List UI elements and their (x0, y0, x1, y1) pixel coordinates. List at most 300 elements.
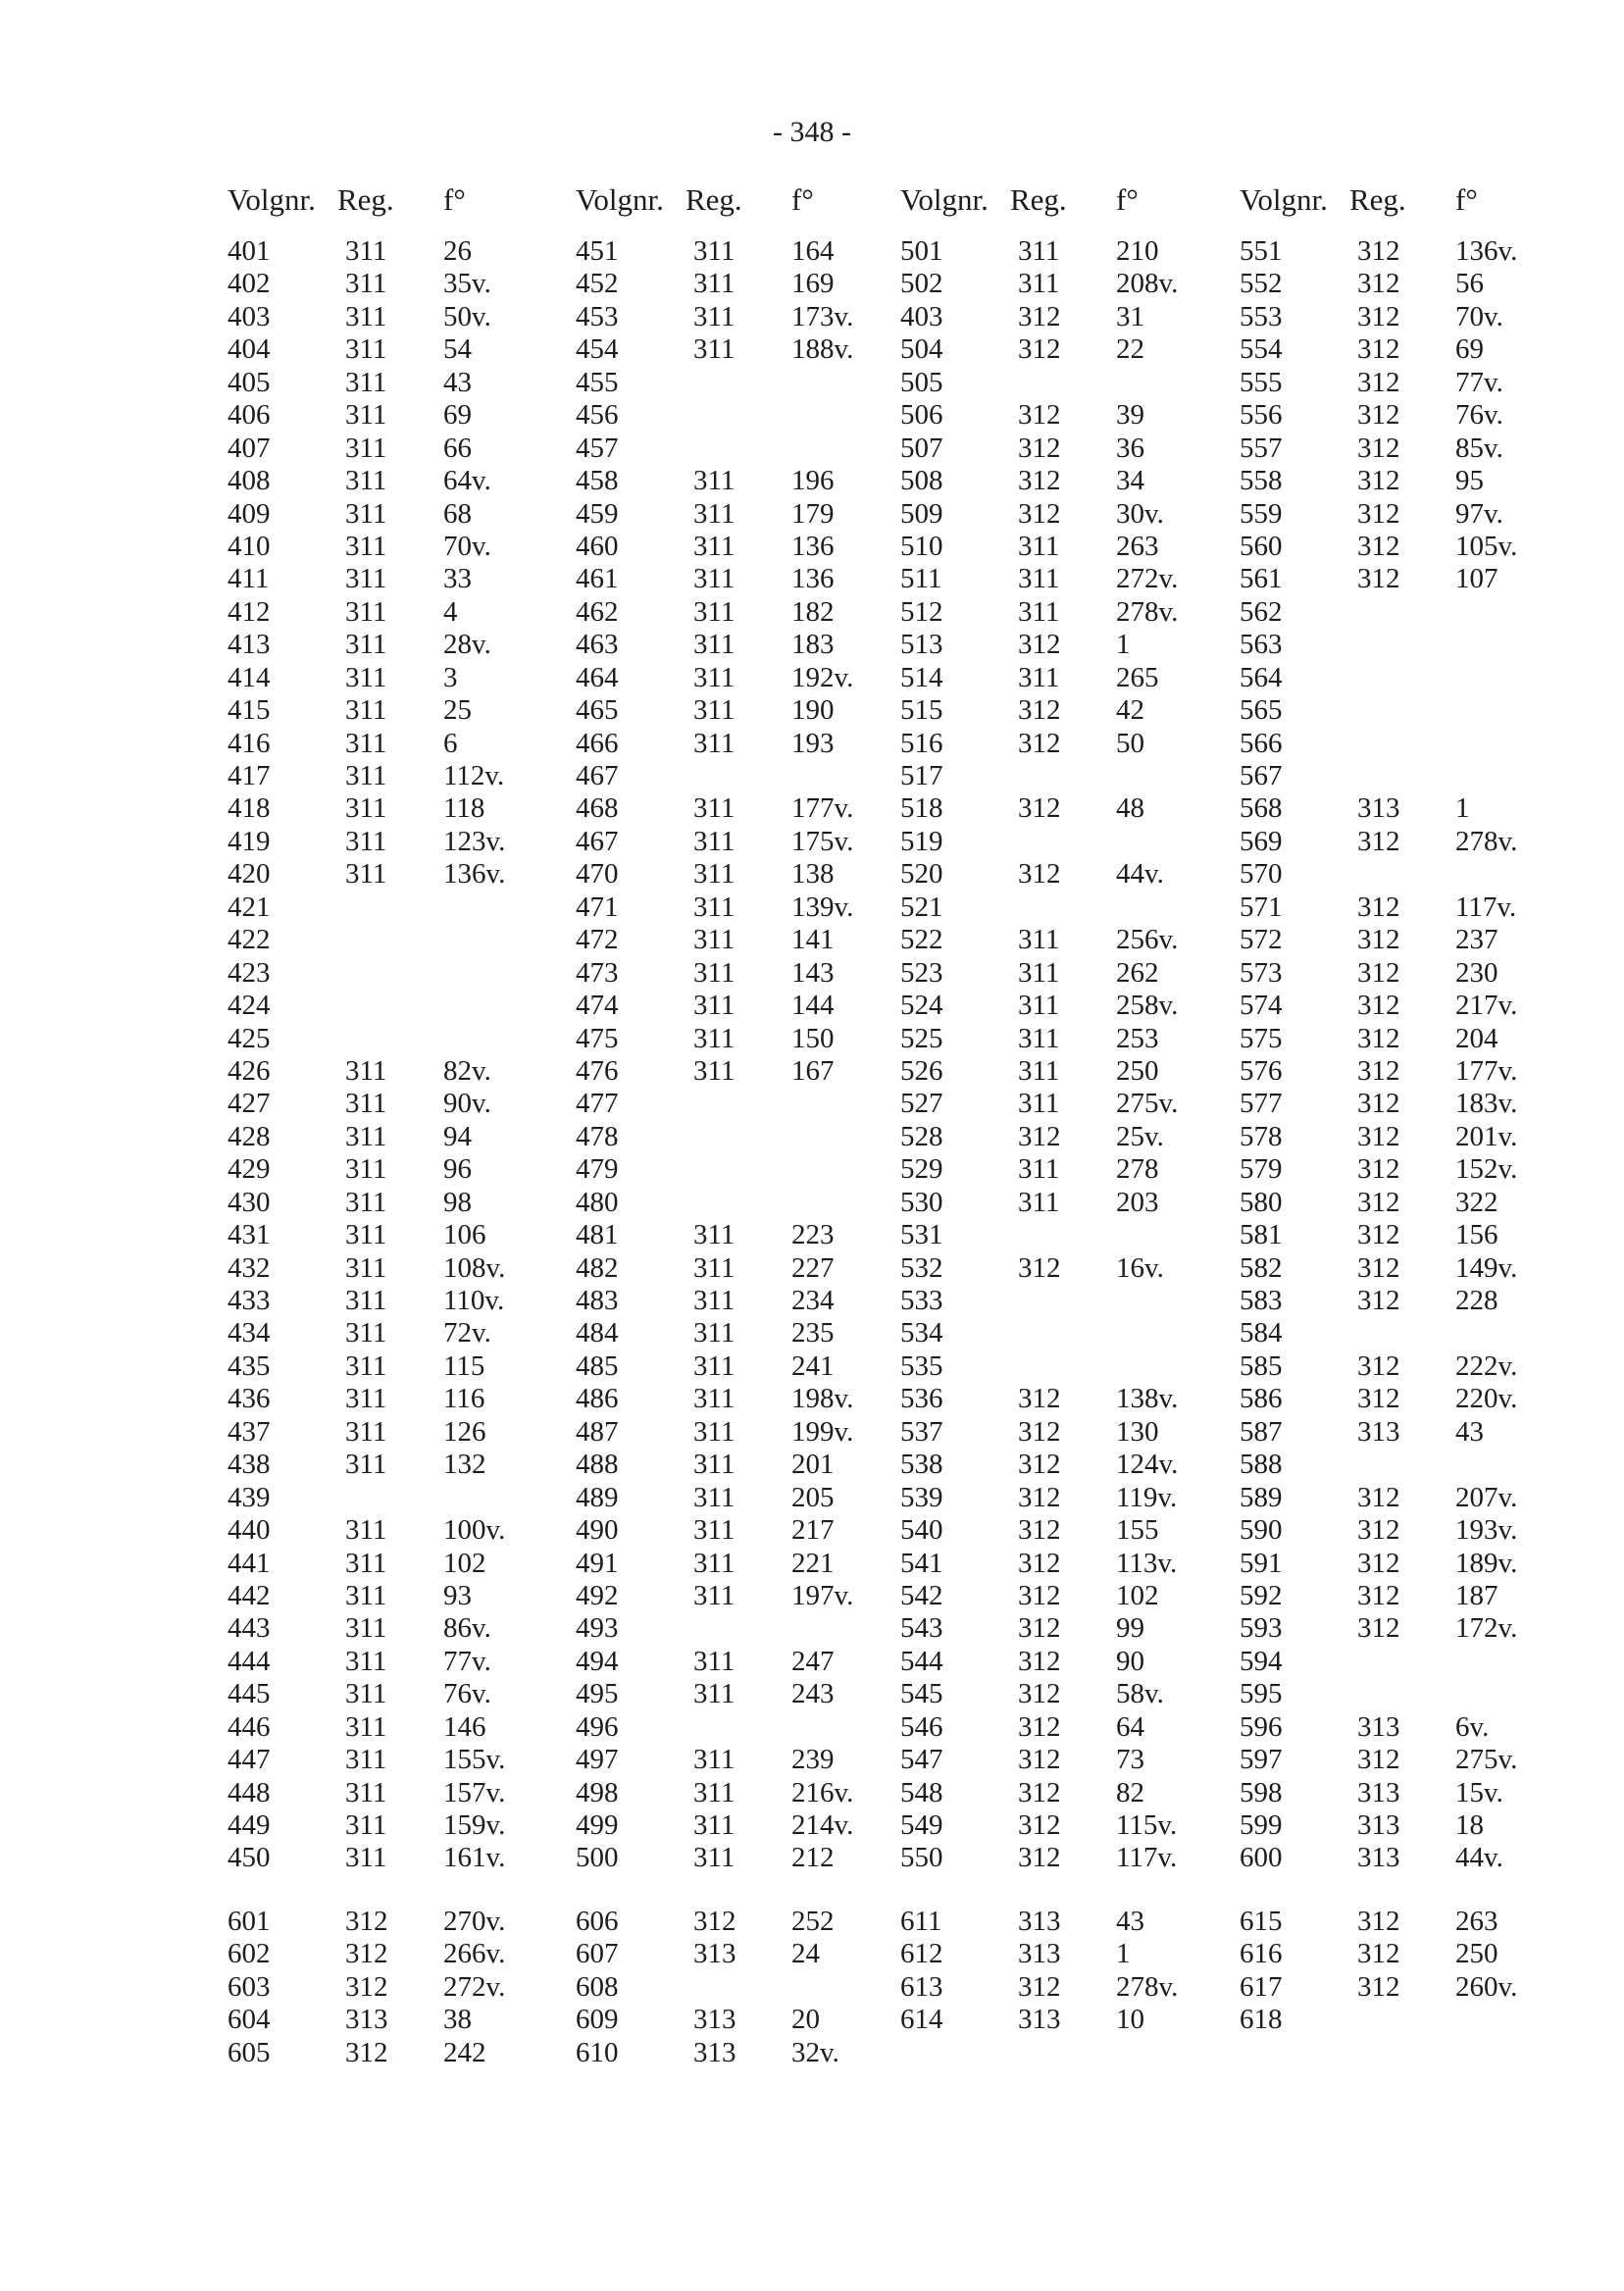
table-row (228, 301, 522, 333)
cell-volgnr: 614 (900, 2004, 943, 2036)
cell-volgnr: 445 (228, 1678, 271, 1710)
cell-volgnr: 548 (900, 1776, 943, 1808)
table-rows (900, 235, 1194, 1875)
cell-volgnr: 438 (228, 1449, 271, 1481)
table-row (228, 1317, 522, 1349)
table-row (228, 399, 522, 432)
cell-volgnr: 471 (576, 891, 619, 923)
table-row (576, 1449, 870, 1481)
header-folio: f° (791, 182, 814, 217)
cell-reg: 312 (1018, 1120, 1061, 1152)
cell-reg: 312 (345, 1938, 388, 1970)
cell-volgnr: 505 (900, 366, 943, 398)
cell-volgnr: 604 (228, 2004, 271, 2036)
cell-reg: 311 (345, 1120, 387, 1152)
cell-volgnr: 608 (576, 1970, 619, 2003)
cell-volgnr: 514 (900, 661, 943, 693)
table-row (576, 1482, 870, 1514)
cell-reg: 312 (1357, 1251, 1400, 1284)
cell-volgnr: 578 (1240, 1120, 1283, 1152)
cell-volgnr: 470 (576, 858, 619, 891)
cell-volgnr: 599 (1240, 1809, 1283, 1841)
header-folio: f° (1455, 182, 1478, 217)
table-row (1240, 1842, 1534, 1874)
cell-volgnr: 458 (576, 465, 619, 497)
header-volgnr: Volgnr. (1240, 182, 1328, 217)
cell-reg: 311 (345, 1251, 387, 1284)
cell-volgnr: 499 (576, 1809, 619, 1841)
cell-volgnr: 566 (1240, 727, 1283, 759)
cell-reg: 312 (693, 1906, 736, 1937)
table-row (900, 2004, 1194, 2036)
cell-folio: 278v. (1116, 1970, 1179, 2003)
cell-reg: 311 (345, 858, 387, 891)
cell-reg: 311 (693, 1285, 736, 1316)
cell-reg: 311 (345, 1186, 387, 1218)
table-row (900, 858, 1194, 891)
cell-reg: 311 (345, 1514, 387, 1547)
cell-reg: 312 (1018, 465, 1061, 497)
cell-reg: 311 (693, 497, 736, 530)
cell-volgnr: 490 (576, 1514, 619, 1547)
cell-folio: 30v. (1116, 497, 1164, 530)
cell-reg: 311 (1018, 268, 1060, 300)
cell-volgnr: 444 (228, 1645, 271, 1677)
cell-volgnr: 601 (228, 1906, 271, 1937)
cell-folio: 1 (1116, 1938, 1131, 1970)
table-rows (1240, 235, 1534, 1875)
cell-volgnr: 534 (900, 1317, 943, 1349)
cell-folio: 167 (791, 1054, 835, 1087)
cell-reg: 312 (1018, 300, 1061, 332)
cell-folio: 20 (791, 2004, 820, 2036)
cell-reg: 313 (693, 2004, 736, 2036)
table-row (900, 1317, 1194, 1349)
cell-reg: 312 (1357, 1219, 1400, 1251)
table-row (228, 1678, 522, 1710)
cell-reg: 311 (693, 1645, 736, 1677)
cell-volgnr: 555 (1240, 366, 1283, 398)
cell-folio: 25 (443, 694, 472, 727)
cell-reg: 311 (1018, 235, 1060, 267)
cell-reg: 311 (345, 399, 387, 432)
cell-volgnr: 550 (900, 1842, 943, 1874)
table-row (900, 1906, 1194, 1938)
table-row (1240, 399, 1534, 432)
cell-folio: 138v. (1116, 1383, 1179, 1415)
cell-folio: 90v. (443, 1088, 491, 1120)
table-row (576, 1350, 870, 1383)
cell-folio: 43 (1116, 1906, 1144, 1937)
cell-volgnr: 593 (1240, 1612, 1283, 1645)
table-row (900, 1383, 1194, 1415)
cell-reg: 312 (1018, 1809, 1061, 1841)
table-row (900, 1548, 1194, 1580)
cell-folio: 136v. (1455, 235, 1518, 267)
cell-volgnr: 435 (228, 1349, 271, 1382)
cell-folio: 112v. (443, 760, 505, 791)
table-row (228, 694, 522, 727)
table-row (228, 1744, 522, 1776)
cell-reg: 312 (1018, 1383, 1061, 1415)
cell-reg: 312 (1018, 1251, 1061, 1284)
cell-folio: 192v. (791, 661, 854, 693)
table-row (1240, 1711, 1534, 1744)
cell-volgnr: 453 (576, 300, 619, 332)
cell-volgnr: 495 (576, 1678, 619, 1710)
cell-reg: 313 (1357, 1776, 1400, 1808)
cell-volgnr: 559 (1240, 497, 1283, 530)
table-row (228, 792, 522, 825)
cell-reg: 311 (345, 432, 387, 464)
cell-folio: 82v. (443, 1054, 491, 1087)
cell-reg: 313 (1357, 1842, 1400, 1874)
table-row (228, 333, 522, 366)
cell-folio: 217 (791, 1514, 835, 1547)
cell-reg: 312 (1357, 1744, 1400, 1776)
cell-volgnr: 413 (228, 629, 271, 661)
cell-folio: 31 (1116, 300, 1144, 332)
cell-folio: 115v. (1116, 1809, 1178, 1841)
cell-reg: 311 (1018, 956, 1060, 989)
cell-folio: 99 (1116, 1612, 1144, 1645)
table-row (576, 728, 870, 760)
cell-volgnr: 475 (576, 1022, 619, 1054)
table-row (576, 1580, 870, 1612)
cell-volgnr: 556 (1240, 399, 1283, 432)
table-row (1240, 367, 1534, 399)
cell-folio: 126 (443, 1415, 486, 1448)
cell-volgnr: 428 (228, 1120, 271, 1152)
cell-folio: 146 (443, 1710, 486, 1743)
cell-reg: 312 (1018, 792, 1061, 825)
table-row (1240, 924, 1534, 956)
cell-volgnr: 450 (228, 1842, 271, 1874)
cell-volgnr: 473 (576, 956, 619, 989)
table-row (900, 596, 1194, 629)
table-row (576, 1317, 870, 1349)
cell-volgnr: 520 (900, 858, 943, 891)
cell-volgnr: 404 (228, 333, 271, 366)
cell-reg: 312 (1357, 1285, 1400, 1316)
cell-folio: 275v. (1116, 1088, 1179, 1120)
cell-folio: 18 (1455, 1809, 1484, 1841)
cell-reg: 311 (693, 1219, 736, 1251)
table-row (1240, 268, 1534, 300)
cell-volgnr: 529 (900, 1153, 943, 1186)
cell-volgnr: 526 (900, 1054, 943, 1087)
table-row (1240, 596, 1534, 629)
cell-folio: 118 (443, 792, 485, 825)
header-reg: Reg. (685, 182, 742, 217)
cell-reg: 311 (345, 760, 387, 791)
cell-volgnr: 508 (900, 465, 943, 497)
cell-reg: 311 (345, 595, 387, 628)
table-row (1240, 1449, 1534, 1481)
table-row (900, 1842, 1194, 1874)
cell-folio: 44v. (1455, 1842, 1503, 1874)
cell-volgnr: 598 (1240, 1776, 1283, 1808)
cell-reg: 311 (1018, 530, 1060, 562)
cell-volgnr: 591 (1240, 1547, 1283, 1579)
table-row (1240, 1744, 1534, 1776)
cell-reg: 311 (345, 1612, 387, 1645)
cell-folio: 1 (1116, 629, 1131, 661)
cell-reg: 311 (345, 1317, 387, 1349)
header-volgnr: Volgnr. (228, 182, 316, 217)
cell-folio: 197v. (791, 1579, 854, 1611)
cell-volgnr: 590 (1240, 1514, 1283, 1547)
cell-folio: 136 (791, 563, 835, 595)
table-row (228, 531, 522, 563)
header-reg: Reg. (337, 182, 394, 217)
table-row (900, 1285, 1194, 1317)
cell-reg: 311 (345, 825, 387, 857)
cell-folio: 157v. (443, 1776, 506, 1808)
cell-folio: 35v. (443, 268, 491, 300)
cell-reg: 311 (693, 595, 736, 628)
cell-reg: 311 (345, 465, 387, 497)
cell-folio: 260v. (1455, 1970, 1518, 2003)
table-row (228, 1842, 522, 1874)
table-row (1240, 1219, 1534, 1251)
cell-folio: 250 (1116, 1054, 1159, 1087)
cell-folio: 105v. (1455, 530, 1518, 562)
cell-reg: 311 (345, 530, 387, 562)
cell-reg: 312 (1357, 497, 1400, 530)
cell-folio: 58v. (1116, 1678, 1164, 1710)
table-row (1240, 531, 1534, 563)
cell-folio: 234 (791, 1285, 835, 1316)
cell-folio: 124v. (1116, 1449, 1179, 1481)
table-row (576, 662, 870, 694)
cell-reg: 312 (1357, 1120, 1400, 1152)
cell-folio: 193v. (1455, 1514, 1518, 1547)
table-row (1240, 1809, 1534, 1842)
table-row (228, 498, 522, 531)
cell-volgnr: 618 (1240, 2004, 1283, 2036)
cell-reg: 311 (345, 235, 387, 267)
cell-volgnr: 527 (900, 1088, 943, 1120)
table-row (228, 662, 522, 694)
table-row (228, 1121, 522, 1153)
cell-reg: 311 (1018, 1088, 1060, 1120)
cell-volgnr: 442 (228, 1579, 271, 1611)
cell-reg: 311 (693, 1776, 736, 1808)
cell-volgnr: 607 (576, 1938, 619, 1970)
cell-reg: 313 (1018, 1906, 1061, 1937)
cell-folio: 266v. (443, 1938, 506, 1970)
cell-reg: 311 (1018, 595, 1060, 628)
table-row (576, 1514, 870, 1547)
table-row (576, 1678, 870, 1710)
cell-reg: 311 (345, 629, 387, 661)
cell-volgnr: 613 (900, 1970, 943, 2003)
cell-volgnr: 546 (900, 1710, 943, 1743)
cell-folio: 322 (1455, 1186, 1498, 1218)
cell-reg: 311 (693, 235, 736, 267)
table-row (228, 1023, 522, 1055)
table-row (900, 1580, 1194, 1612)
table-row (228, 957, 522, 990)
cell-folio: 95 (1455, 465, 1484, 497)
cell-reg: 311 (693, 891, 736, 923)
cell-volgnr: 455 (576, 366, 619, 398)
cell-reg: 311 (345, 1710, 387, 1743)
table-row (576, 1023, 870, 1055)
cell-reg: 311 (693, 1022, 736, 1054)
cell-volgnr: 498 (576, 1776, 619, 1808)
cell-volgnr: 580 (1240, 1186, 1283, 1218)
table-row (1240, 465, 1534, 497)
cell-volgnr: 596 (1240, 1710, 1283, 1743)
cell-folio: 33 (443, 563, 472, 595)
cell-folio: 56 (1455, 268, 1484, 300)
cell-reg: 312 (1357, 366, 1400, 398)
cell-volgnr: 574 (1240, 990, 1283, 1022)
cell-reg: 311 (345, 792, 387, 825)
cell-folio: 253 (1116, 1022, 1159, 1054)
table-row (900, 1449, 1194, 1481)
table-row (228, 465, 522, 497)
table-row (576, 498, 870, 531)
cell-reg: 311 (345, 1645, 387, 1677)
cell-folio: 107 (1455, 563, 1498, 595)
cell-volgnr: 562 (1240, 595, 1283, 628)
cell-reg: 311 (345, 268, 387, 300)
cell-volgnr: 468 (576, 792, 619, 825)
header-folio: f° (443, 182, 466, 217)
table-row (1240, 1088, 1534, 1120)
cell-folio: 278v. (1455, 825, 1518, 857)
cell-folio: 76v. (443, 1678, 491, 1710)
cell-folio: 263 (1455, 1906, 1498, 1937)
cell-reg: 311 (693, 792, 736, 825)
cell-volgnr: 493 (576, 1612, 619, 1645)
table-row (900, 1187, 1194, 1219)
table-row (228, 1482, 522, 1514)
cell-volgnr: 431 (228, 1219, 271, 1251)
cell-volgnr: 567 (1240, 760, 1283, 791)
cell-volgnr: 502 (900, 268, 943, 300)
cell-folio: 183 (791, 629, 835, 661)
table-row (228, 1938, 522, 1970)
cell-reg: 311 (345, 1285, 387, 1316)
cell-volgnr: 421 (228, 891, 271, 923)
table-row (1240, 662, 1534, 694)
cell-folio: 42 (1116, 694, 1144, 727)
cell-folio: 149v. (1455, 1251, 1518, 1284)
cell-volgnr: 560 (1240, 530, 1283, 562)
cell-folio: 130 (1116, 1415, 1159, 1448)
table-rows (1240, 1906, 1534, 2037)
table-row (228, 924, 522, 956)
table-row (228, 1612, 522, 1645)
table-row (576, 1055, 870, 1088)
cell-volgnr: 571 (1240, 891, 1283, 923)
cell-reg: 312 (1018, 1678, 1061, 1710)
table-row (1240, 433, 1534, 465)
table-row (228, 1906, 522, 1938)
cell-reg: 312 (1018, 497, 1061, 530)
table-row (576, 1711, 870, 1744)
cell-reg: 313 (693, 1938, 736, 1970)
cell-reg: 311 (693, 694, 736, 727)
table-row (900, 662, 1194, 694)
cell-folio: 205 (791, 1481, 835, 1513)
table-row (576, 268, 870, 300)
cell-folio: 119v. (1116, 1481, 1178, 1513)
cell-reg: 311 (1018, 1186, 1060, 1218)
cell-volgnr: 412 (228, 595, 271, 628)
cell-reg: 312 (1357, 300, 1400, 332)
cell-volgnr: 427 (228, 1088, 271, 1120)
cell-volgnr: 447 (228, 1744, 271, 1776)
header-reg: Reg. (1349, 182, 1406, 217)
cell-folio: 216v. (791, 1776, 854, 1808)
cell-reg: 311 (693, 1415, 736, 1448)
cell-reg: 312 (345, 1906, 388, 1937)
table-row (1240, 1383, 1534, 1415)
table-row (1240, 1612, 1534, 1645)
cell-folio: 28v. (443, 629, 491, 661)
cell-reg: 312 (1018, 1449, 1061, 1481)
cell-folio: 69 (443, 399, 472, 432)
table-row (1240, 694, 1534, 727)
table-row (228, 1971, 522, 2004)
table-row (576, 433, 870, 465)
cell-folio: 201v. (1455, 1120, 1518, 1152)
table-row (900, 1612, 1194, 1645)
cell-volgnr: 467 (576, 825, 619, 857)
cell-reg: 312 (1018, 1579, 1061, 1611)
table-row (228, 1285, 522, 1317)
cell-folio: 272v. (1116, 563, 1179, 595)
table-row (1240, 760, 1534, 792)
cell-volgnr: 403 (228, 300, 271, 332)
cell-reg: 312 (1357, 268, 1400, 300)
cell-reg: 312 (1357, 465, 1400, 497)
cell-volgnr: 496 (576, 1710, 619, 1743)
cell-reg: 312 (1357, 1938, 1400, 1970)
table-row (576, 826, 870, 858)
cell-reg: 312 (1357, 235, 1400, 267)
table-row (900, 1809, 1194, 1842)
cell-reg: 313 (1357, 792, 1400, 825)
table-rows (900, 1906, 1194, 2037)
cell-folio: 222v. (1455, 1349, 1518, 1382)
cell-reg: 311 (693, 661, 736, 693)
table-row (228, 1580, 522, 1612)
cell-reg: 311 (345, 1383, 387, 1415)
table-rows (576, 235, 870, 1875)
cell-reg: 311 (693, 1349, 736, 1382)
cell-volgnr: 415 (228, 694, 271, 727)
cell-volgnr: 536 (900, 1383, 943, 1415)
table-row (576, 1809, 870, 1842)
table-row (576, 1121, 870, 1153)
table-row (576, 629, 870, 661)
cell-folio: 150 (791, 1022, 835, 1054)
cell-folio: 73 (1116, 1744, 1144, 1776)
table-row (900, 924, 1194, 956)
cell-reg: 311 (693, 1809, 736, 1841)
table-row (576, 891, 870, 924)
cell-folio: 243 (791, 1678, 835, 1710)
cell-reg: 311 (693, 990, 736, 1022)
cell-folio: 10 (1116, 2004, 1144, 2036)
cell-folio: 44v. (1116, 858, 1164, 891)
